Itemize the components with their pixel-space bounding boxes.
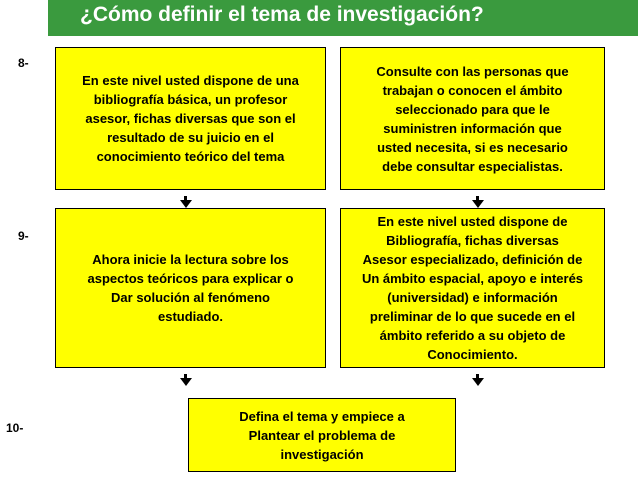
step-label-9: 9- (18, 229, 29, 243)
arrow-down-icon (180, 196, 192, 208)
step-label-10: 10- (6, 421, 24, 435)
arrow-down-icon (472, 196, 484, 208)
arrow-down-icon (472, 374, 484, 386)
step-9-right-box (340, 208, 605, 368)
step-8-left-text: En este nivel usted dispone de una bibliografía básica, un profesor asesor, fichas diversas que son el resultado de su juicio en el conocimiento teórico del tema (82, 73, 299, 164)
step-label-8: 8- (18, 56, 29, 70)
step-9-left-box (55, 208, 326, 368)
step-8-left-box (55, 47, 326, 190)
step-8-right-box (340, 47, 605, 190)
step-8-right-text: Consulte con las personas que trabajan o conocen el ámbito seleccionado para que le suministren información que usted necesita, si es necesario debe consultar especialistas. (376, 63, 569, 174)
step-10-text: Defina el tema y empiece a Plantear el problema de investigación (239, 408, 405, 462)
arrow-down-icon (180, 374, 192, 386)
step-9-right-text: En este nivel usted dispone de Bibliografía, fichas diversas Asesor especializado, definición de Un ámbito espacial, apoyo e interés (universidad) e información preliminar de lo que sucede en el ámbito referido a su objeto de Conocimiento. (361, 214, 584, 362)
step-9-left-text: Ahora inicie la lectura sobre los aspectos teóricos para explicar o Dar solución al fenómeno estudiado. (87, 252, 294, 324)
step-10-box (188, 398, 456, 472)
page-title: ¿Cómo definir el tema de investigación? (80, 3, 484, 26)
